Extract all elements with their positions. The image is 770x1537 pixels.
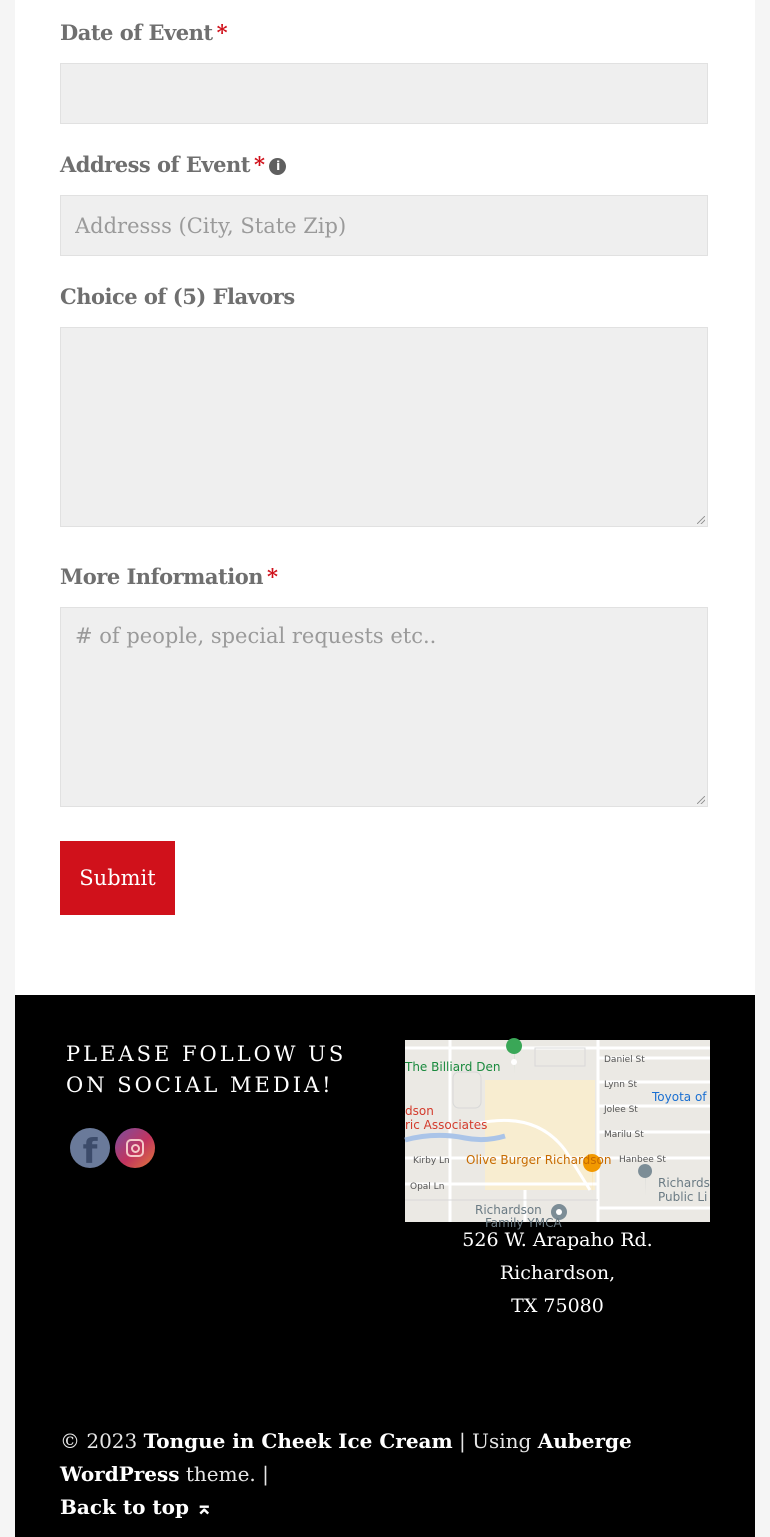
address-field[interactable] [60,195,708,256]
map-street: Jolee St [604,1105,638,1115]
resize-handle[interactable] [697,516,705,524]
submit-button[interactable]: Submit [60,841,175,915]
map-street: Kirby Ln [413,1156,450,1166]
using-text: | Using [459,1429,532,1453]
address-line-1: 526 W. Arapaho Rd. Richardson, [462,1229,653,1284]
store-address [405,1224,710,1323]
resize-handle[interactable] [697,796,705,804]
more-info-label: More Information * [60,564,278,589]
map-label: Toyota of [652,1090,707,1104]
address-input[interactable] [61,196,707,255]
map-label: Richards [658,1176,710,1190]
map-label: Olive Burger Richardson [466,1153,612,1167]
address-label: Address of Event * i [60,152,286,177]
facebook-glyph: f [82,1132,98,1172]
date-label: Date of Event * [60,20,228,45]
more-info-textarea[interactable] [61,608,707,806]
site-name-link[interactable]: Tongue in Cheek Ice Cream [143,1429,453,1453]
map-street: Marilu St [604,1130,644,1140]
required-mark: * [253,152,265,177]
theme-suffix: theme. | [185,1462,269,1486]
flavors-label: Choice of (5) Flavors [60,284,295,309]
map-label: Family YMCA [485,1216,562,1230]
more-info-field[interactable] [60,607,708,807]
date-input[interactable] [61,64,707,123]
flavors-textarea[interactable] [61,328,707,526]
map-street: Daniel St [604,1055,645,1065]
map-label: ric Associates [405,1118,488,1132]
address-line-2: TX 75080 [511,1295,604,1317]
copyright-year: © 2023 [60,1429,138,1453]
required-mark: * [216,20,228,45]
location-map[interactable] [405,1040,710,1230]
map-graphic [405,1040,710,1230]
copyright [60,1425,730,1524]
theme-link[interactable]: Auberge WordPress [60,1429,632,1486]
map-label: The Billiard Den [405,1060,501,1074]
map-street: Hanbee St [619,1155,666,1165]
map-street: Lynn St [604,1080,638,1090]
map-label: Public Li [658,1190,708,1204]
date-field[interactable] [60,63,708,124]
facebook-icon[interactable] [70,1128,110,1172]
map-label: dson [405,1104,434,1118]
follow-heading: PLEASE FOLLOW US ON SOCIAL MEDIA! [66,1042,347,1097]
flavors-field[interactable] [60,327,708,527]
site-footer [15,995,755,1537]
info-icon[interactable]: i [269,158,286,175]
map-label: Richardson [475,1203,542,1217]
instagram-camera-icon [126,1139,144,1157]
back-to-top-link[interactable]: Back to top ⌅ [60,1495,213,1519]
instagram-icon[interactable] [115,1128,155,1168]
map-street: Opal Ln [410,1182,445,1192]
required-mark: * [266,564,278,589]
